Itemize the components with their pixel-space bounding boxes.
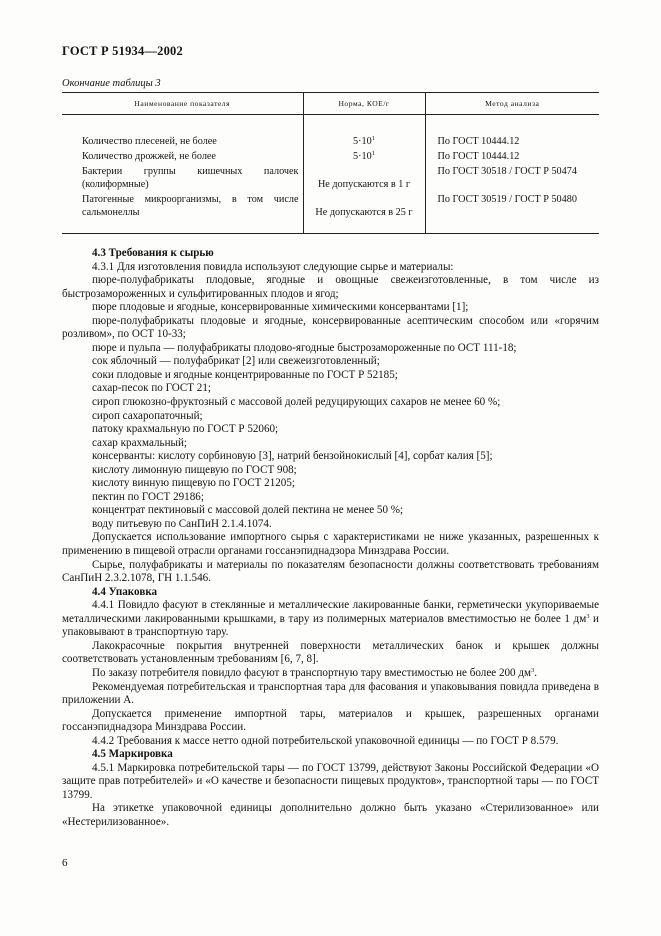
- norm-value: Не допускаются в 25 г: [303, 193, 425, 221]
- list-item: сироп сахаропаточный;: [92, 409, 203, 422]
- paragraph: 4.5.1 Маркировка потребительской тары — по ГОСТ 13799, действуют Законы Российской Федерации «О защите прав потребителей» и «О качестве и безопасности пищевых продуктов», транспортной тары — по ГОСТ 13799.: [62, 761, 599, 801]
- paragraph: По заказу потребителя повидло фасуют в транспортную тару вместимостью не более 200 $дм^3$.: [92, 666, 538, 679]
- method-value: По ГОСТ 10444.12: [425, 135, 599, 150]
- paragraph: 4.4.2 Требования к массе нетто одной потребительской упаковочной единицы — по ГОСТ Р 8.579.: [92, 734, 559, 747]
- method-value: По ГОСТ 30518 / ГОСТ Р 50474: [425, 165, 599, 193]
- page-number: 6: [62, 857, 68, 869]
- standard-header: ГОСТ Р 51934—2002: [62, 44, 183, 58]
- norm-value: $5\cdot 10^1$: [303, 150, 425, 165]
- table-row: [62, 135, 599, 150]
- method-value: По ГОСТ 30519 / ГОСТ Р 50480: [425, 193, 599, 221]
- indicator-name: Патогенные микроорганизмы, в том числе сальмонеллы: [82, 194, 299, 218]
- list-item: кислоту лимонную пищевую по ГОСТ 908;: [92, 463, 297, 476]
- list-item: сироп глюкозно-фруктозный с массовой долей редуцирующих сахаров не менее 60 %;: [92, 396, 501, 409]
- indicator-name: Бактерии группы кишечных палочек (колиформные): [82, 166, 299, 190]
- column-header-indicator: Наименование показателя: [62, 93, 303, 115]
- table-header-row: [62, 93, 599, 115]
- list-item: пюре-полуфабрикаты плодовые, ягодные и овощные свежеизготовленные, в том числе из быстрозамороженных и сульфитированных плодов и ягод;: [62, 274, 599, 300]
- list-item: патоку крахмальную по ГОСТ Р 52060;: [92, 423, 279, 436]
- paragraph: Сырье, полуфабрикаты и материалы по показателям безопасности должны соответствовать требованиям СанПиН 2.3.2.1078, ГН 1.1.546.: [62, 558, 599, 585]
- table-caption: Окончание таблицы 3: [62, 78, 161, 89]
- paragraph: 4.3.1 Для изготовления повидла используют следующие сырье и материалы:: [92, 260, 454, 273]
- paragraph: Лакокрасочные покрытия внутренней поверхности металлических банок и крышек должны соответствовать установленным требованиям [6, 7, 8].: [62, 639, 599, 666]
- list-item: соки плодовые и ягодные концентрированные по ГОСТ Р 52185;: [92, 368, 398, 381]
- list-item: концентрат пектиновый с массовой долей пектина не менее 50 %;: [92, 504, 404, 517]
- paragraph: Рекомендуемая потребительская и транспортная тара для фасования и упаковывания повидла приведена в приложении А.: [62, 680, 599, 707]
- list-item: пюре-полуфабрикаты плодовые и ягодные, консервированные асептическим способом или «горячим розливом», по ОСТ 10-33;: [62, 314, 599, 341]
- indicator-name: Количество плесеней, не более: [82, 136, 217, 147]
- table-row: [62, 193, 599, 221]
- list-item: консерванты: кислоту сорбиновую [3], натрий бензойнокислый [4], сорбат калия [5];: [92, 450, 493, 463]
- paragraph: Допускается использование импортного сырья с характеристиками не ниже указанных, разрешенных к применению в пищевой отрасли органами госсанэпиднадзора Минздрава России.: [62, 531, 599, 558]
- section-heading-packaging: 4.4 Упаковка: [92, 585, 158, 598]
- section-heading-marking: 4.5 Маркировка: [92, 748, 173, 761]
- section-heading-raw-materials: 4.3 Требования к сырью: [92, 247, 214, 259]
- table-row: [62, 165, 599, 193]
- list-item: сок яблочный — полуфабрикат [2] или свежеизготовленный;: [92, 355, 380, 368]
- list-item: пюре и пульпа — полуфабрикаты плодово-ягодные быстрозамороженные по ОСТ 111-18;: [92, 341, 517, 354]
- paragraph: 4.4.1 Повидло фасуют в стеклянные и металлические лакированные банки, герметически укупориваемые металлическими лакированными крышками, в тару из полимерных материалов вместимостью не более 1 $дм^3$ и упаковывают в транспортную тару.: [62, 599, 599, 639]
- paragraph: На этикетке упаковочной единицы дополнительно должно быть указано «Стерилизованное» или «Нестерилизованное».: [62, 802, 599, 828]
- list-item: воду питьевую по СанПиН 2.1.4.1074.: [92, 517, 272, 530]
- column-header-method: Метод анализа: [425, 93, 599, 115]
- indicator-name: Количество дрожжей, не более: [82, 151, 216, 162]
- document-body: [62, 247, 599, 830]
- column-header-norm: Норма, КОЕ/г: [303, 93, 425, 115]
- norm-value: Не допускаются в 1 г: [303, 165, 425, 193]
- norm-value: $5\cdot 10^1$: [303, 135, 425, 150]
- indicators-table: [62, 92, 599, 234]
- list-item: пектин по ГОСТ 29186;: [92, 490, 204, 503]
- list-item: сахар крахмальный;: [92, 436, 188, 449]
- method-value: По ГОСТ 10444.12: [425, 150, 599, 165]
- paragraph: Допускается применение импортной тары, материалов и крышек, разрешенных органами госсанэпиднадзора Минздрава России.: [62, 707, 599, 734]
- list-item: кислоту винную пищевую по ГОСТ 21205;: [92, 477, 295, 490]
- list-item: сахар-песок по ГОСТ 21;: [92, 382, 211, 395]
- list-item: пюре плодовые и ягодные, консервированные химическими консервантами [1];: [92, 301, 469, 314]
- table-row: [62, 150, 599, 165]
